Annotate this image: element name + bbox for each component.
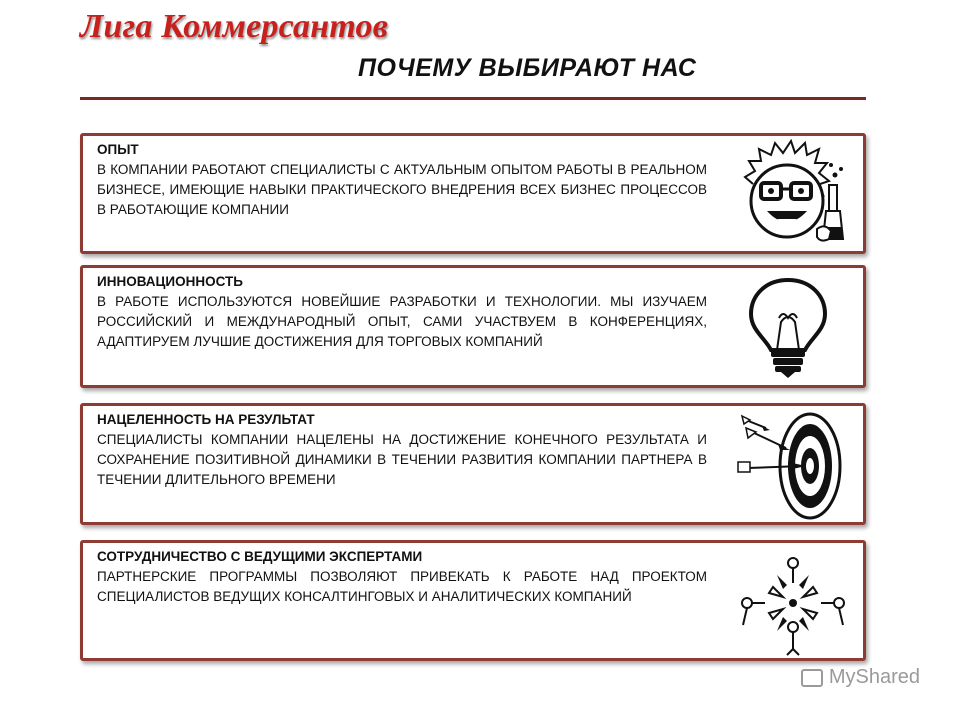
team-collaboration-icon: [733, 549, 853, 662]
card-body: В РАБОТЕ ИСПОЛЬЗУЮТСЯ НОВЕЙШИЕ РАЗРАБОТКИ И ТЕХНОЛОГИИ. МЫ ИЗУЧАЕМ РОССИЙСКИЙ И МЕЖДУНАРОДНЫЙ ОПЫТ, САМИ УЧАСТВУЕМ В КОНФЕРЕНЦИЯХ, АДАПТИРУЕМ ЛУЧШИЕ ДОСТИЖЕНИЯ ДЛЯ ТОРГОВЫХ КОМПАНИЙ: [97, 294, 707, 349]
card-expert-collaboration: [80, 540, 866, 661]
slideshow-icon: [801, 669, 823, 687]
brand-logo-text: Лига Коммерсантов: [80, 8, 389, 45]
card-result-focus: [80, 403, 866, 525]
watermark: [801, 666, 920, 689]
card-body: ПАРТНЕРСКИЕ ПРОГРАММЫ ПОЗВОЛЯЮТ ПРИВЕКАТЬ К РАБОТЕ НАД ПРОЕКТОМ СПЕЦИАЛИСТОВ ВЕДУЩИХ КОНСАЛТИНГОВЫХ И АНАЛИТИЧЕСКИХ КОМПАНИЙ: [97, 569, 707, 604]
title-divider: [80, 97, 866, 100]
light-bulb-icon: [743, 274, 833, 384]
dartboard-icon: [728, 410, 853, 527]
card-experience: [80, 133, 866, 254]
card-heading: ОПЫТ: [97, 142, 139, 157]
scientist-icon: [733, 139, 853, 254]
card-heading: ИННОВАЦИОННОСТЬ: [97, 274, 243, 289]
page-title: ПОЧЕМУ ВЫБИРАЮТ НАС: [358, 54, 697, 82]
card-innovation: [80, 265, 866, 388]
watermark-text: MyShared: [828, 666, 920, 688]
card-heading: НАЦЕЛЕННОСТЬ НА РЕЗУЛЬТАТ: [97, 412, 315, 427]
card-body: В КОМПАНИИ РАБОТАЮТ СПЕЦИАЛИСТЫ С АКТУАЛЬНЫМ ОПЫТОМ РАБОТЫ В РЕАЛЬНОМ БИЗНЕСЕ, ИМЕЮЩИЕ НАВЫКИ ПРАКТИЧЕСКОГО ВНЕДРЕНИЯ ВСЕХ БИЗНЕС ПРОЦЕССОВ В РАБОТАЮЩИЕ КОМПАНИИ: [97, 162, 707, 217]
card-body: СПЕЦИАЛИСТЫ КОМПАНИИ НАЦЕЛЕНЫ НА ДОСТИЖЕНИЕ КОНЕЧНОГО РЕЗУЛЬТАТА И СОХРАНЕНИЕ ПОЗИТИВНОЙ ДИНАМИКИ В ТЕЧЕНИИ РАЗВИТИЯ КОМПАНИИ ПАРТНЕРА В ТЕЧЕНИИ ДЛИТЕЛЬНОГО ВРЕМЕНИ: [97, 432, 707, 487]
card-heading: СОТРУДНИЧЕСТВО С ВЕДУЩИМИ ЭКСПЕРТАМИ: [97, 549, 423, 564]
